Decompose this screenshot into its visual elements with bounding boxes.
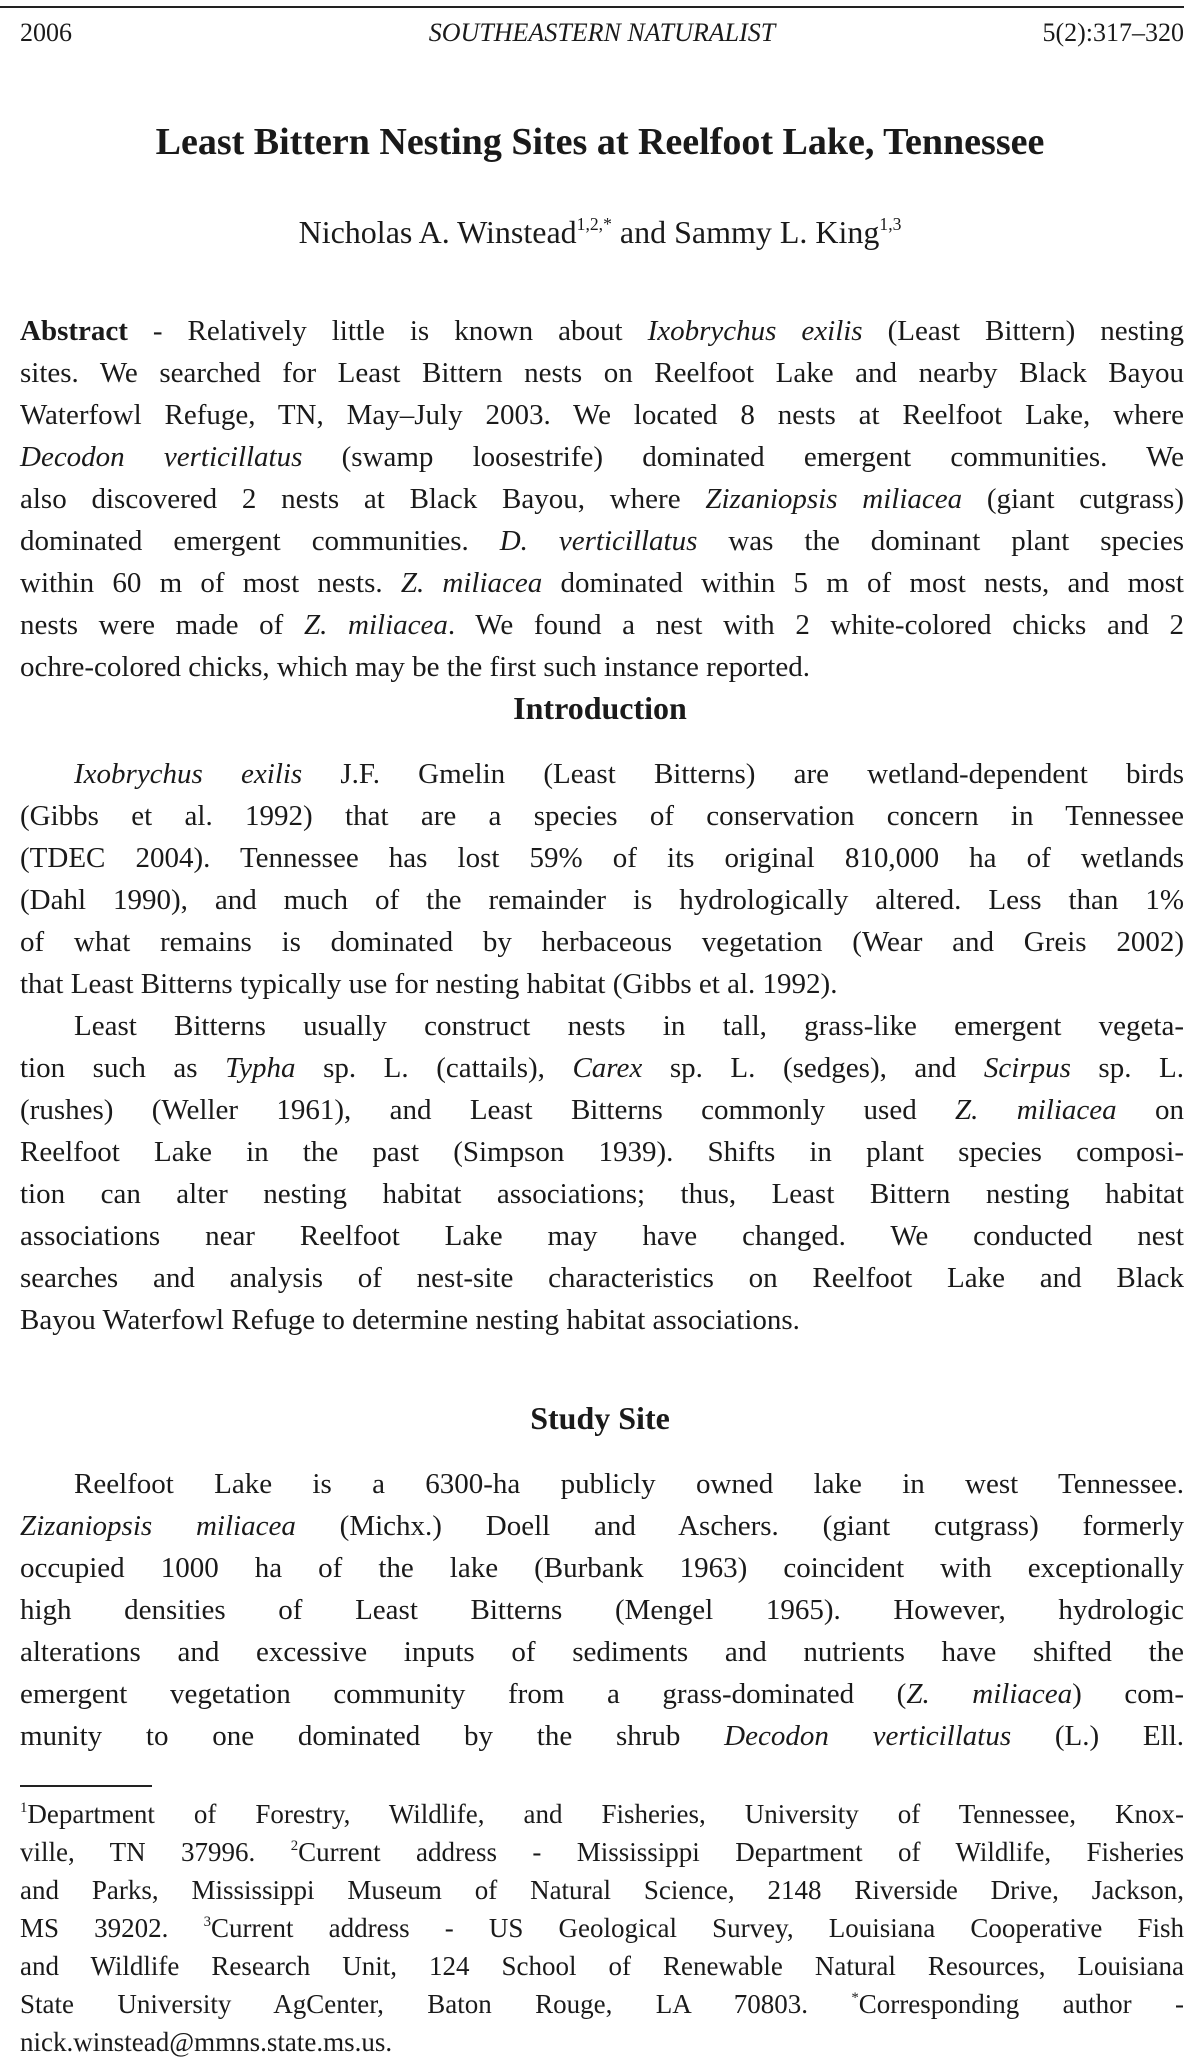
text-run: sp. L. (sedges), and xyxy=(642,1052,984,1084)
text-run: within 60 m of most nests. xyxy=(20,567,401,599)
italic-taxon: Decodon verticillatus xyxy=(724,1720,1012,1752)
text-run: occupied 1000 ha of the lake (Burbank 1963) coincident with exceptionally xyxy=(20,1552,1184,1584)
text-line xyxy=(20,1909,1184,1947)
text-line xyxy=(20,1463,1184,1505)
text-run: Waterfowl Refuge, TN, May–July 2003. We located 8 nests at Reelfoot Lake, where xyxy=(20,399,1184,431)
text-run: sp. L. (cattails), xyxy=(295,1052,573,1084)
text-run: . We found a nest with 2 white-colored chicks and 2 xyxy=(447,609,1184,641)
italic-taxon: Z. miliacea xyxy=(906,1678,1073,1710)
text-run: (Least Bittern) nesting xyxy=(862,315,1185,347)
text-run: high densities of Least Bitterns (Mengel 1965). However, hydrologic xyxy=(20,1594,1184,1626)
footnote-text: State University AgCenter, Baton Rouge, LA 70803. xyxy=(20,1989,852,2019)
italic-taxon: Typha xyxy=(225,1052,296,1084)
section-heading-study-site: Study Site xyxy=(530,1400,670,1436)
text-run: emergent vegetation community from a grass-dominated ( xyxy=(20,1678,907,1710)
text-run: ) com- xyxy=(1072,1678,1184,1710)
text-line xyxy=(20,310,1184,352)
text-run: Bayou Waterfowl Refuge to determine nesting habitat associations. xyxy=(20,1304,800,1336)
text-line xyxy=(20,352,1184,394)
text-line xyxy=(20,436,1184,478)
text-run: munity to one dominated by the shrub xyxy=(20,1720,725,1752)
header-volume: 5(2):317–320 xyxy=(1042,18,1184,47)
text-run: (giant cutgrass) xyxy=(962,483,1184,515)
text-run: (rushes) (Weller 1961), and Least Bitterns commonly used xyxy=(20,1094,956,1126)
footnote-text: ville, TN 37996. xyxy=(20,1837,291,1867)
italic-taxon: Z. miliacea xyxy=(400,567,543,599)
text-run: - Relatively little is known about xyxy=(127,315,648,347)
footnote-marker: * xyxy=(851,1989,859,2006)
author-conjunction: and xyxy=(611,214,675,250)
text-run: (L.) Ell. xyxy=(1011,1720,1185,1752)
italic-taxon: Ixobrychus exilis xyxy=(647,315,863,347)
text-run: alterations and excessive inputs of sediments and nutrients have shifted the xyxy=(20,1636,1184,1668)
footnote-text: Current address - US Geological Survey, Louisiana Cooperative Fish xyxy=(210,1913,1184,1943)
text-run: of what remains is dominated by herbaceous vegetation (Wear and Greis 2002) xyxy=(20,926,1184,958)
text-run: Reelfoot Lake in the past (Simpson 1939). Shifts in plant species composi- xyxy=(20,1136,1184,1168)
text-run: searches and analysis of nest-site characteristics on Reelfoot Lake and Black xyxy=(20,1262,1184,1294)
author-1: Nicholas A. Winstead xyxy=(298,214,577,250)
text-line xyxy=(20,795,1184,837)
italic-taxon: D. verticillatus xyxy=(499,525,698,557)
text-run: nests were made of xyxy=(20,609,304,641)
text-run: Least Bitterns usually construct nests in tall, grass-like emergent vegeta- xyxy=(74,1010,1184,1042)
text-line xyxy=(20,1673,1184,1715)
paper-title: Least Bittern Nesting Sites at Reelfoot Lake, Tennessee xyxy=(155,121,1045,163)
text-line xyxy=(20,753,1184,795)
text-run: on xyxy=(1116,1094,1184,1126)
study-site-body xyxy=(20,1463,1184,1757)
text-line xyxy=(20,478,1184,520)
text-line xyxy=(20,921,1184,963)
text-line xyxy=(20,520,1184,562)
text-line xyxy=(20,1871,1184,1909)
abstract-label: Abstract xyxy=(20,315,128,347)
italic-taxon: Ixobrychus exilis xyxy=(74,758,303,790)
text-line xyxy=(20,1833,1184,1871)
footnote-text: and Wildlife Research Unit, 124 School of Renewable Natural Resources, Louisiana xyxy=(20,1951,1184,1981)
text-line xyxy=(20,646,1184,688)
text-line xyxy=(20,1985,1184,2023)
text-line xyxy=(20,1715,1184,1757)
text-line xyxy=(20,1631,1184,1673)
italic-taxon: Z. miliacea xyxy=(303,609,448,641)
text-run: also discovered 2 nests at Black Bayou, where xyxy=(20,483,706,515)
text-line xyxy=(20,394,1184,436)
text-run: dominated emergent communities. xyxy=(20,525,500,557)
italic-taxon: Scirpus xyxy=(983,1052,1071,1084)
footnote-marker: 1 xyxy=(20,1799,28,1816)
text-run: tion can alter nesting habitat associations; thus, Least Bittern nesting habitat xyxy=(20,1178,1184,1210)
running-header xyxy=(20,18,1184,48)
section-heading-introduction: Introduction xyxy=(513,690,687,726)
footnote-marker: 2 xyxy=(290,1837,299,1854)
author-1-affiliations: 1,2,* xyxy=(576,213,612,234)
header-journal: SOUTHEASTERN NATURALIST xyxy=(428,18,776,47)
text-run: ochre-colored chicks, which may be the first such instance reported. xyxy=(20,651,810,683)
italic-taxon: Z. miliacea xyxy=(955,1094,1117,1126)
text-line xyxy=(20,1131,1184,1173)
text-line xyxy=(20,1547,1184,1589)
text-line xyxy=(20,879,1184,921)
text-line xyxy=(20,1215,1184,1257)
text-line xyxy=(20,2023,1184,2061)
text-run: (swamp loosestrife) dominated emergent communities. We xyxy=(302,441,1185,473)
footnote-text: Current address - Mississippi Department of Wildlife, Fisheries xyxy=(298,1837,1184,1867)
text-line xyxy=(20,1589,1184,1631)
text-run: (TDEC 2004). Tennessee has lost 59% of its original 810,000 ha of wetlands xyxy=(20,842,1184,874)
text-run: associations near Reelfoot Lake may have changed. We conducted nest xyxy=(20,1220,1184,1252)
text-line xyxy=(20,1299,1184,1341)
footnote-text: Department of Forestry, Wildlife, and Fisheries, University of Tennessee, Knox- xyxy=(27,1799,1184,1829)
text-line xyxy=(20,1173,1184,1215)
footnote-text: and Parks, Mississippi Museum of Natural Science, 2148 Riverside Drive, Jackson, xyxy=(20,1875,1184,1905)
text-run: tion such as xyxy=(20,1052,226,1084)
text-line xyxy=(20,1257,1184,1299)
footnote-text: Corresponding author - xyxy=(858,1989,1184,2019)
introduction-body xyxy=(20,753,1184,1341)
text-line xyxy=(20,1089,1184,1131)
text-run: J.F. Gmelin (Least Bitterns) are wetland-dependent birds xyxy=(302,758,1184,790)
text-run: that Least Bitterns typically use for nesting habitat (Gibbs et al. 1992). xyxy=(20,968,838,1000)
footnote-text: MS 39202. xyxy=(20,1913,204,1943)
author-line xyxy=(0,212,1200,252)
italic-taxon: Zizaniopsis miliacea xyxy=(705,483,963,515)
text-line xyxy=(20,1005,1184,1047)
text-run: dominated within 5 m of most nests, and most xyxy=(542,567,1184,599)
header-year: 2006 xyxy=(20,18,72,47)
text-line xyxy=(20,1047,1184,1089)
text-line xyxy=(20,1505,1184,1547)
text-line xyxy=(20,963,1184,1005)
text-run: (Gibbs et al. 1992) that are a species of conservation concern in Tennessee xyxy=(20,800,1184,832)
footnote-marker: 3 xyxy=(203,1913,211,1930)
text-line xyxy=(20,1947,1184,1985)
text-run: (Michx.) Doell and Aschers. (giant cutgrass) formerly xyxy=(295,1510,1185,1542)
text-run: Reelfoot Lake is a 6300-ha publicly owned lake in west Tennessee. xyxy=(74,1468,1184,1500)
footnote-text: nick.winstead@mmns.state.ms.us. xyxy=(20,2027,393,2057)
text-line xyxy=(20,604,1184,646)
abstract xyxy=(20,310,1184,688)
italic-taxon: Carex xyxy=(572,1052,643,1084)
text-line xyxy=(20,562,1184,604)
italic-taxon: Decodon verticillatus xyxy=(20,441,303,473)
footnotes xyxy=(20,1795,1184,2061)
text-run: sites. We searched for Least Bittern nests on Reelfoot Lake and nearby Black Bayou xyxy=(20,357,1184,389)
footnote-rule xyxy=(20,1785,152,1787)
text-line xyxy=(20,837,1184,879)
text-run: was the dominant plant species xyxy=(697,525,1184,557)
author-2: Sammy L. King xyxy=(674,214,880,250)
author-2-affiliations: 1,3 xyxy=(879,213,902,234)
text-run: sp. L. xyxy=(1070,1052,1184,1084)
text-line xyxy=(20,1795,1184,1833)
header-rule xyxy=(0,6,1184,8)
italic-taxon: Zizaniopsis miliacea xyxy=(20,1510,296,1542)
text-run: (Dahl 1990), and much of the remainder is hydrologically altered. Less than 1% xyxy=(20,884,1184,916)
